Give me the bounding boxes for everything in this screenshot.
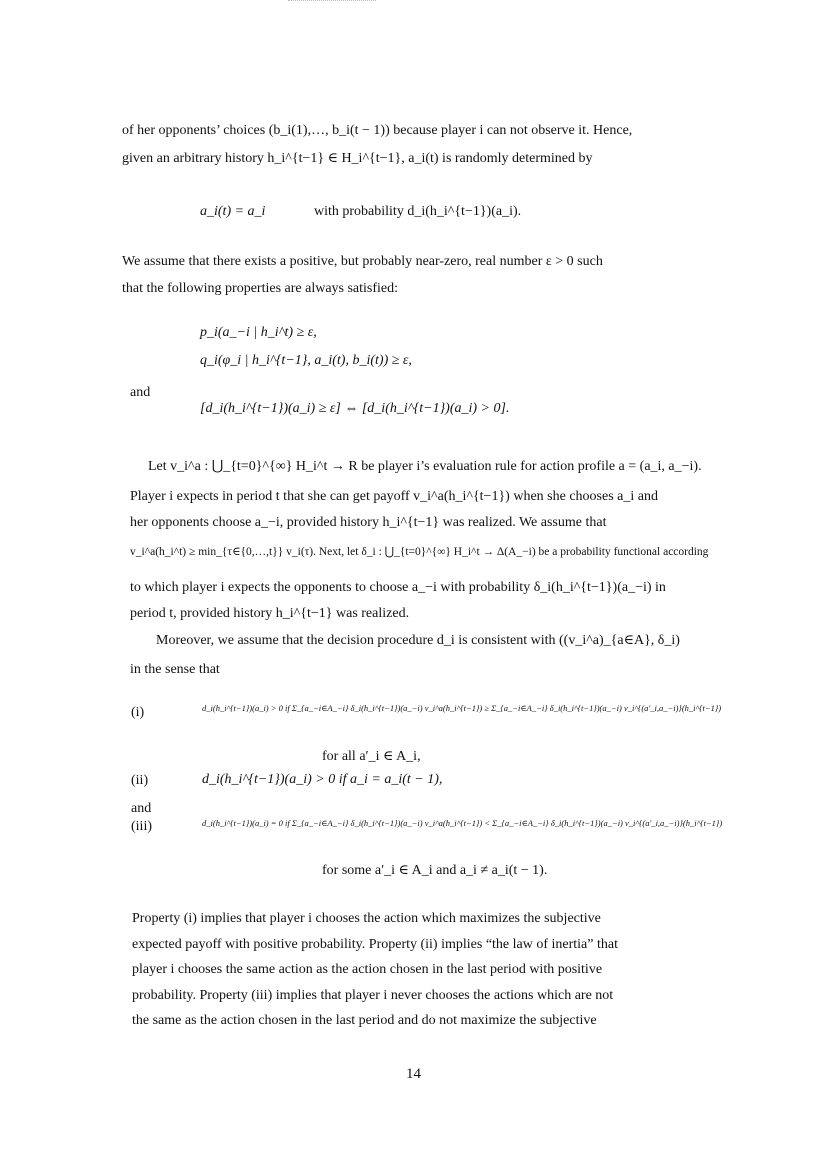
condition-ii-label: (ii) <box>131 773 149 788</box>
paragraph-5-line-5: the same as the action chosen in the last period and do not maximize the subjective <box>132 1013 597 1028</box>
page-number: 14 <box>406 1066 421 1082</box>
paragraph-4-line-1: Moreover, we assume that the decision procedure d_i is consistent with ((v_i^a)_{a∈A}, δ_i) <box>156 633 680 648</box>
paragraph-1-line-2: given an arbitrary history h_i^{t−1} ∈ H_i^{t−1}, a_i(t) is randomly determined by <box>122 151 593 166</box>
paragraph-1-line-1: of her opponents’ choices (b_i(1),…, b_i(t − 1)) because player i can not observe it. Hence, <box>122 123 633 138</box>
condition-ii-equation: d_i(h_i^{t−1})(a_i) > 0 if a_i = a_i(t − 1), <box>202 772 443 787</box>
property-p: p_i(a_−i | h_i^t) ≥ ε, <box>200 325 317 340</box>
condition-i-label: (i) <box>131 705 145 720</box>
paragraph-3-line-3: her opponents choose a_−i, provided history h_i^{t−1} was realized. We assume that <box>130 515 607 530</box>
and-label-2: and <box>131 801 152 816</box>
paragraph-3-line-4: v_i^a(h_i^t) ≥ min_{τ∈{0,…,t}} v_i(τ). Next, let δ_i : ⋃_{t=0}^{∞} H_i^t → Δ(A_−i) be a probability functional according <box>130 546 709 558</box>
condition-i-equation: d_i(h_i^{t−1})(a_i) > 0 if Σ_{a_−i∈A_−i} δ_i(h_i^{t−1})(a_−i) v_i^a(h_i^{t−1}) ≥ Σ_{a_−i∈A_−i} δ_i(h_i^{t−1})(a_−i) v_i^{(a′_i,a_−i)}(h_i^{t−1}) <box>202 703 722 713</box>
condition-iii-label: (iii) <box>131 819 152 834</box>
paragraph-4-line-2: in the sense that <box>130 662 220 677</box>
condition-i-quantifier: for all a′_i ∈ A_i, <box>322 749 421 764</box>
paragraph-2-line-1: We assume that there exists a positive, but probably near-zero, real number ε > 0 such <box>122 254 603 269</box>
paragraph-3-line-5: to which player i expects the opponents to choose a_−i with probability δ_i(h_i^{t−1})(a_−i) in <box>130 580 666 595</box>
paragraph-5-line-4: probability. Property (iii) implies that player i never chooses the actions which are not <box>132 988 614 1003</box>
property-d: [d_i(h_i^{t−1})(a_i) ≥ ε] ⇔ [d_i(h_i^{t−1})(a_i) > 0]. <box>200 401 510 416</box>
paragraph-5-line-2: expected payoff with positive probability. Property (ii) implies “the law of inertia” that <box>132 937 618 952</box>
paragraph-5-line-1: Property (i) implies that player i chooses the action which maximizes the subjective <box>132 911 601 926</box>
condition-iii-quantifier: for some a′_i ∈ A_i and a_i ≠ a_i(t − 1). <box>322 863 548 878</box>
equation-1-lhs: a_i(t) = a_i <box>200 204 266 219</box>
property-q: q_i(φ_i | h_i^{t−1}, a_i(t), b_i(t)) ≥ ε, <box>200 353 412 368</box>
paragraph-3-line-1: Let v_i^a : ⋃_{t=0}^{∞} H_i^t → R be player i’s evaluation rule for action profile a = (a_i, a_−i). <box>148 459 702 474</box>
paragraph-3-line-2: Player i expects in period t that she can get payoff v_i^a(h_i^{t−1}) when she chooses a_i and <box>130 489 658 504</box>
condition-iii-equation: d_i(h_i^{t−1})(a_i) = 0 if Σ_{a_−i∈A_−i} δ_i(h_i^{t−1})(a_−i) v_i^a(h_i^{t−1}) < Σ_{a_−i∈A_−i} δ_i(h_i^{t−1})(a_−i) v_i^{(a′_i,a_−i)}(h_i^{t−1}) <box>202 818 723 828</box>
and-label-1: and <box>130 385 151 400</box>
scan-top-mark <box>288 0 376 3</box>
equation-1-rhs: with probability d_i(h_i^{t−1})(a_i). <box>314 204 522 219</box>
paragraph-3-line-6: period t, provided history h_i^{t−1} was realized. <box>130 606 410 621</box>
paragraph-5-line-3: player i chooses the same action as the action chosen in the last period with positive <box>132 962 603 977</box>
paragraph-2-line-2: that the following properties are always satisfied: <box>122 281 399 296</box>
